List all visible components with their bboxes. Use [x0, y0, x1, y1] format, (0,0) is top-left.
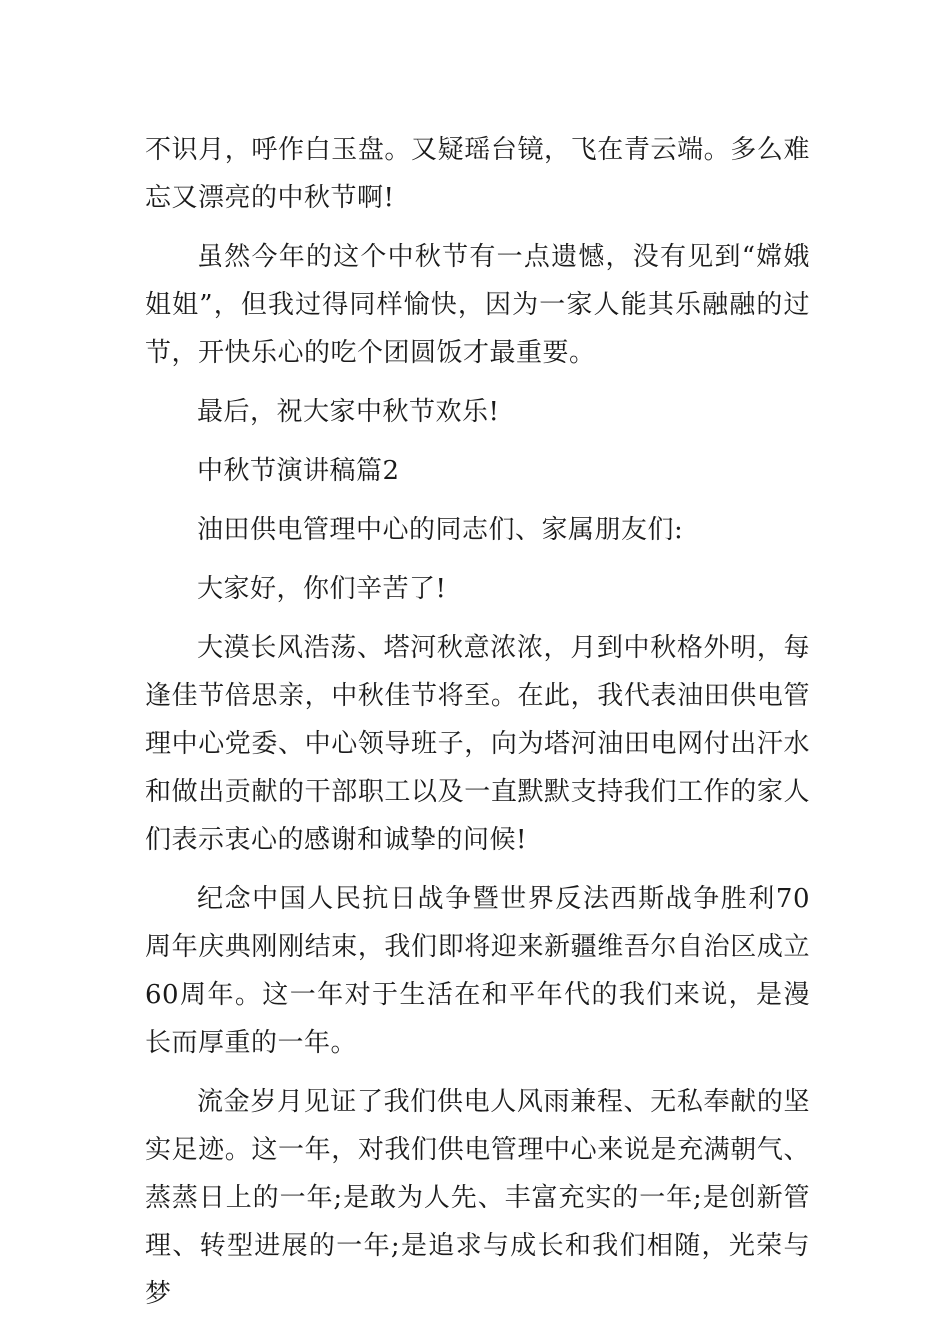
paragraph-7: 大漠长风浩荡、塔河秋意浓浓，月到中秋格外明，每逢佳节倍思亲，中秋佳节将至。在此，我代表油田供电管理中心党委、中心领导班子，向为塔河油田电网付出汗水和做出贡献的干部职工以及一直默默支持我们工作的家人们表示衷心的感谢和诚挚的问候! — [145, 633, 810, 855]
paragraph-8: 纪念中国人民抗日战争暨世界反法西斯战争胜利70周年庆典刚刚结束，我们即将迎来新疆维吾尔自治区成立60周年。这一年对于生活在和平年代的我们来说，是漫长而厚重的一年。 — [145, 884, 810, 1058]
paragraph-2: 虽然今年的这个中秋节有一点遗憾，没有见到“嫦娥姐姐”，但我过得同样愉快，因为一家人能其乐融融的过节，开快乐心的吃个团圆饭才最重要。 — [145, 242, 810, 368]
paragraph-1: 不识月，呼作白玉盘。又疑瑶台镜，飞在青云端。多么难忘又漂亮的中秋节啊! — [145, 135, 810, 213]
document-body — [145, 126, 810, 1329]
section-heading: 中秋节演讲稿篇2 — [197, 456, 400, 486]
greeting: 大家好，你们辛苦了! — [197, 574, 447, 604]
salutation: 油田供电管理中心的同志们、家属朋友们: — [197, 515, 684, 545]
paragraph-3: 最后，祝大家中秋节欢乐! — [197, 397, 500, 427]
paragraph-9: 流金岁月见证了我们供电人风雨兼程、无私奉献的坚实足迹。这一年，对我们供电管理中心来说是充满朝气、蒸蒸日上的一年;是敢为人先、丰富充实的一年;是创新管理、转型进展的一年;是追求与成长和我们相随，光荣与梦 — [145, 1087, 810, 1309]
